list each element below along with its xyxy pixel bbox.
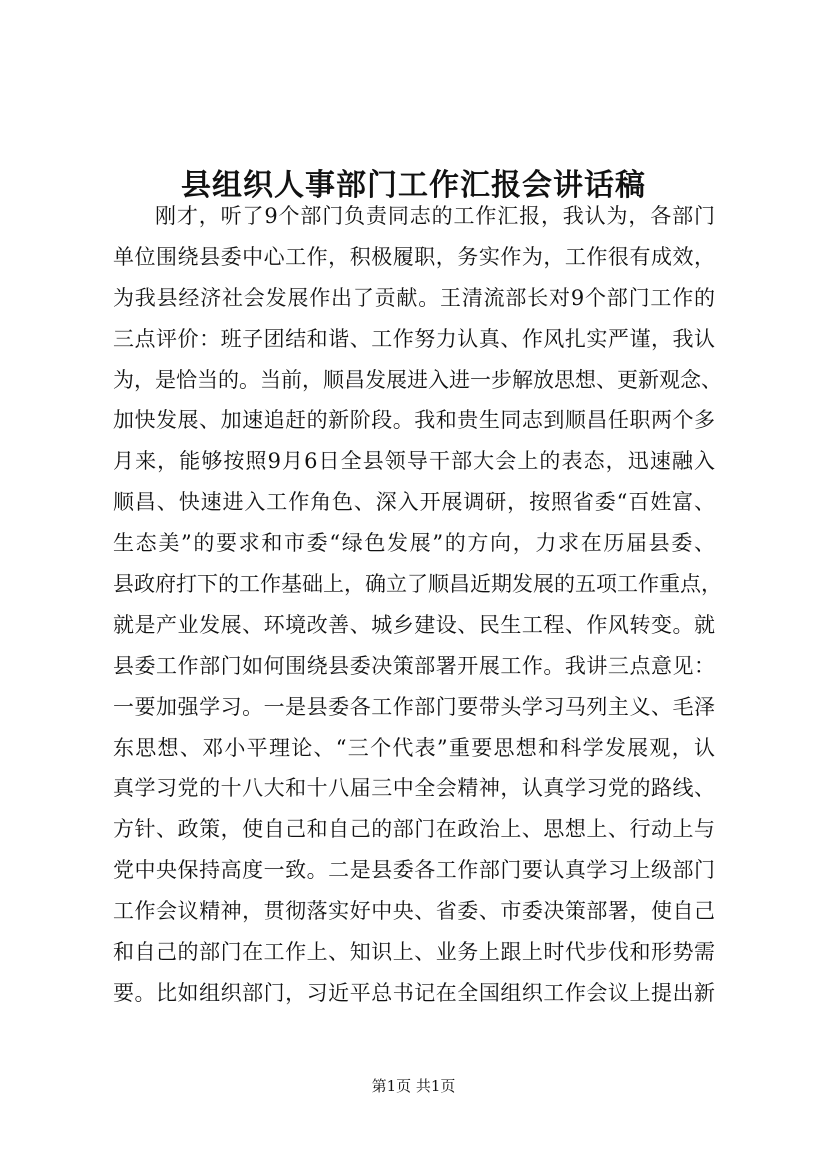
body-line: 为我县经济社会发展作出了贡献。王清流部长对9个部门工作的 <box>113 285 715 310</box>
body-line: 方针、政策，使自己和自己的部门在政治上、思想上、行动上与 <box>113 817 715 842</box>
body-line: 工作会议精神，贯彻落实好中央、省委、市委决策部署，使自己 <box>113 899 715 924</box>
body-line: 县政府打下的工作基础上，确立了顺昌近期发展的五项工作重点， <box>113 572 722 597</box>
body-line: 党中央保持高度一致。二是县委各工作部门要认真学习上级部门 <box>113 858 715 883</box>
body-line: 就是产业发展、环境改善、城乡建设、民生工程、作风转变。就 <box>113 612 715 637</box>
document-body <box>113 196 722 1014</box>
page-number-footer: 第1页 共1页 <box>371 1077 456 1095</box>
body-line: 刚才，听了9个部门负责同志的工作汇报，我认为，各部门 <box>155 204 715 228</box>
body-line: 加快发展、加速追赶的新阶段。我和贵生同志到顺昌任职两个多 <box>113 408 715 433</box>
body-line: 月来，能够按照9月6日全县领导干部大会上的表态，迅速融入 <box>113 449 715 474</box>
body-line: 生态美”的要求和市委“绿色发展”的方向，力求在历届县委、 <box>113 531 715 556</box>
body-line: 单位围绕县委中心工作，积极履职，务实作为，工作很有成效， <box>113 244 715 269</box>
document-title: 县组织人事部门工作汇报会讲话稿 <box>181 168 646 204</box>
body-line: 要。比如组织部门，习近平总书记在全国组织工作会议上提出新 <box>113 980 715 1005</box>
body-line: 一要加强学习。一是县委各工作部门要带头学习马列主义、毛泽 <box>113 694 715 719</box>
body-line: 东思想、邓小平理论、“三个代表”重要思想和科学发展观，认 <box>113 735 715 760</box>
body-line: 三点评价：班子团结和谐、工作努力认真、作风扎实严谨，我认 <box>113 326 715 351</box>
body-line: 县委工作部门如何围绕县委决策部署开展工作。我讲三点意见： <box>113 653 715 678</box>
body-line: 顺昌、快速进入工作角色、深入开展调研，按照省委“百姓富、 <box>113 490 715 515</box>
body-line: 和自己的部门在工作上、知识上、业务上跟上时代步伐和形势需 <box>113 940 715 965</box>
body-line: 为，是恰当的。当前，顺昌发展进入进一步解放思想、更新观念、 <box>113 367 722 392</box>
body-line: 真学习党的十八大和十八届三中全会精神，认真学习党的路线、 <box>113 776 715 801</box>
